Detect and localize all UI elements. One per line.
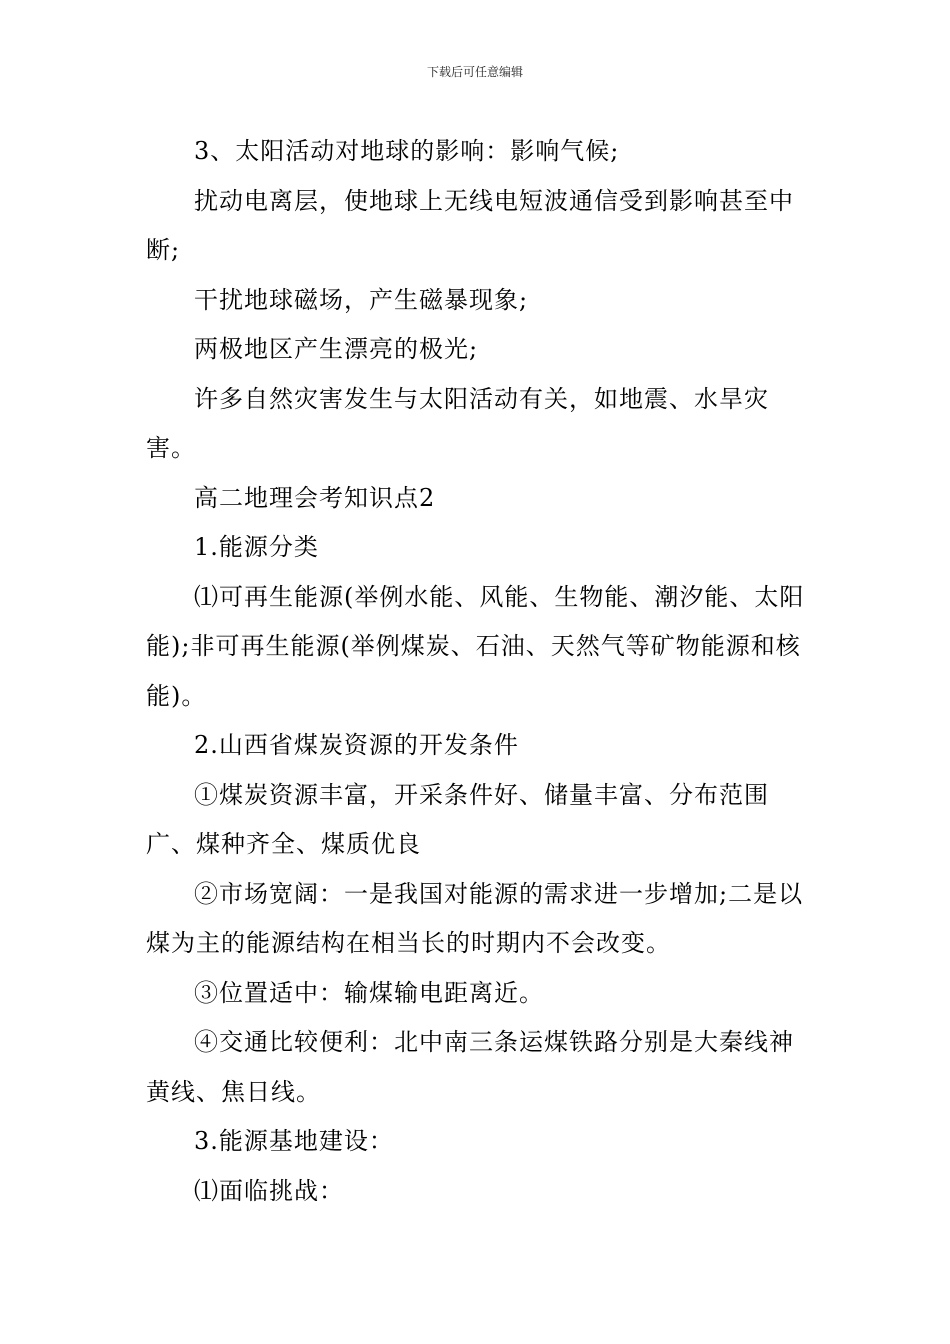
paragraph-market: ②市场宽阔：一是我国对能源的需求进一步增加;二是以煤为主的能源结构在相当长的时期内不会改变。 [146,879,804,957]
paragraph-location: ③位置适中：输煤输电距离近。 [194,978,544,1007]
page-header-note: 下载后可任意编辑 [426,65,523,79]
paragraph-natural-disasters: 许多自然灾害发生与太阳活动有关，如地震、水旱灾害。 [146,384,769,462]
paragraph-solar-impact-heading: 3、太阳活动对地球的影响：影响气候; [194,137,620,165]
paragraph-energy-base: 3.能源基地建设： [194,1127,394,1155]
section-title: 高二地理会考知识点2 [194,483,436,512]
paragraph-challenges: ⑴面临挑战： [194,1176,344,1205]
paragraph-renewable-energy: ⑴可再生能源(举例水能、风能、生物能、潮汐能、太阳能);非可再生能源(举例煤炭、石油、天然气等矿物能源和核能)。 [146,582,805,710]
paragraph-ionosphere: 扰动电离层，使地球上无线电短波通信受到影响甚至中断; [146,186,794,264]
paragraph-coal-resources: ①煤炭资源丰富，开采条件好、储量丰富、分布范围广、煤种齐全、煤质优良 [146,780,769,858]
document-body [146,127,806,1216]
paragraph-magnetic-storm: 干扰地球磁场，产生磁暴现象; [194,285,529,314]
paragraph-aurora: 两极地区产生漂亮的极光; [194,335,479,363]
paragraph-transport: ④交通比较便利：北中南三条运煤铁路分别是大秦线神黄线、焦日线。 [146,1028,794,1106]
paragraph-energy-classification: 1.能源分类 [194,533,319,561]
paragraph-shanxi-coal-conditions: 2.山西省煤炭资源的开发条件 [194,731,519,759]
